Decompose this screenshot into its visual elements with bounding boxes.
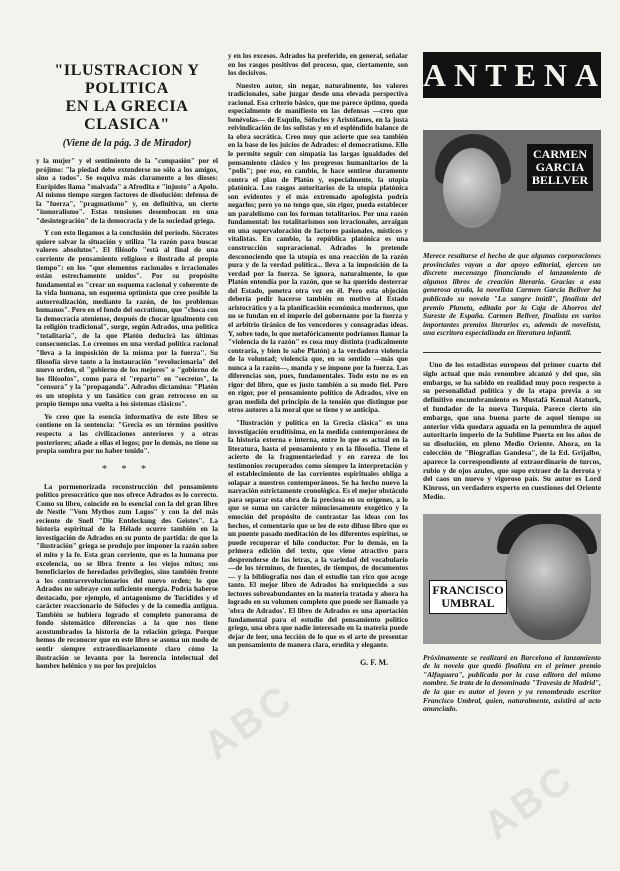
watermark: ABC (476, 755, 583, 849)
photo-caption: Próximamente se realizará en Barcelona el lanzamiento de la novela que quedó finalista en el primer premio "Alfaguara", publicada por la casa editora del mismo nombre. Se trata de la denominada "Travesía de Madrid", de la que es autor el joven y ya renombrado escritor Francisco Umbral, quien, naturalmente, asistirá al acto anunciado. (423, 652, 601, 714)
author-photo (423, 514, 601, 644)
antena-column (423, 52, 607, 714)
headline-line-2: EN LA GRECIA CLASICA" (65, 98, 189, 133)
photo-name-label: CARMEN GARCIA BELLVER (527, 144, 593, 191)
section-title: ANTENA (423, 52, 601, 98)
article-paragraph: Y con esto llegamos a la conclusión del período. Sócrates quiere salvar la situación y utiliza "la razón para buscar valores absolutos". El filósofo "está al final de una corriente de pensamiento religioso e ilustrado al propio tiempo": en los "que elementos racionales e irracionales están estrechamente unidos". Por su propósito fundamental es "crear un esquema racional y coherente de la vida humana, un esquema optimista que cree posible la autorrealización, mediante la razón, de los problemas humanos". Pero en el fondo del socratismo, que "choca con la democracia ateniense, después de chocar igualmente con la religión tradicional", surge, según Adrados, una política "totalitaria", de la que Platón deducirá las últimas consecuencias. Lo creemos en una verdad política racional "lleva a la imposición de la misma por la fuerza". Su filosofía sirve tanto a la instauración "revolucionaria" del nuevo orden, el "gobierno de los mejores" o "gobierno de los filósofos", como para el "reparto" en "secretos", la "censura" y la "propaganda". Adrados dictamina: "Platón es un utopista y un fanático con gran retroceso en su propio tiempo una vuelta a los sistemas clásicos". (36, 229, 218, 409)
article-paragraph: Yo creo que la esencia informativa de este libro se contiene en la sentencia: "Grecia es un término positivo respecto a las civilizaciones anteriores y a otras posteriores; añade a ellas el logos; por lo demás, no tiene su propia sombra por no haber tenido". (36, 412, 218, 456)
continued-from-note: (Viene de la pág. 3 de Mirador) (62, 138, 192, 149)
author-photo (423, 130, 601, 242)
article-paragraph: "Ilustración y política en la Grecia clásica" es una investigación eruditísima, en la medida contemporánea de la historia externa e interna, entre lo que es actual en la literatura, hasta el pensamiento y en la filosofía. Tiene el acierto de la fragmentariedad y en rareza de los testimonios recuperados como siempre la interpretación y el establecimiento de las corrientes espirituales obliga a solapar a nuestros contemporáneos. Se ha hecho nuevo la narración estrictamente cronológica. Es el mejor obstáculo para separar esta obra de la preciosa en su orígenes, a lo que se suma un carácter minuciosamente exegético y la emoción del propósito de contrastar las ideas con los hechos, el comentario que se lee de este difuso libro que es un puente pasado meditación de los diferentes espíritus, se puede recuperar el hilo conductor. Por lo demás, en la primera edición del texto, que viene atractivo para desprenderse de las letras, a la variedad del vocabulario —de los términos, de fuentes, de tiempos, de documentos— y la bibliografía nos dan el estudio tan rico que acoge tanto. El mejor libro de Adrados ha enriquecido a sus lectores sobreabundantes en la materia tratada y ahora ha logrado en su volumen completo que puede ser llamado ya 'obra de Adrados'. El libro de Adrados es una aportación fundamental para el estudio del pensamiento político griego, una obra que nadie interesado en la materia puede dejar de leer, una lección de lo que es el arte de presentar un pensamiento de manera clara, erudita y elegante. (228, 418, 408, 650)
article-paragraph: Nuestro autor, sin negar, naturalmente, los valores tradicionales, sabe juzgar desde una elevada perspectiva racional. Esa criterio básico, que me parece óptimo, queda especialmente de manifiesto en las defensas —creo que benévolas— de Esquilo, Sófocles y Aristófanes, en la justa reivindicación de los sofistas y en el espléndido balance de la obra socrática. Creo muy que acierte que sea también en la base de los juicios de Adrados: el democratismo. Ello le permite seguir con simpatía las largas igualdades del pensamiento clásico y los progresos humanitarios de la "polis"; por eso, en cambio, le hace sentirse duramente contra el plan de Platón y, especialmente, la utopía platónica. Los rasgos autoritarios de la utopía platónica son evidentes y el más extremado apologista podría negarlos; pero yo no tengo que, sin rigor, pueda establecer un paralelismo con los forman totalitarios. Por una razón fundamental: los totalitarismos son irracionales, arraigan en una supervaloración de factores pasionales, místicos y vitalistas. En cambio, la república platónica es una construcción supraracional. Adrados lo pretende desconociendo que la utopía es una reacción de la razón pura y de la verdad política... lleva a la imposición de la verdad por la fuerza. Se ignora, naturalmente, lo que Platón entendía por la razón, que se ha querido desterrar del Estado, penetra otra vez en él. Pero esta objeción debería pedir hacerse también en motivo al Estado aristocrático y a la planificación económica modernos, que no se fundan en el imperio del gobernante por la fuerza y el arbitrio tiránico de los vencedores y consagradas ideas. Y, sobre todo, lo que metafóricamente podríamos llamar la "violencia de la razón" es cosa muy distinta (radicalmente contraria, y bien lo sabe Platón) a la verdadera violencia de la voluntad; violencia que, en su sentido —más que nunca a la razón—, manda y se impone por la fuerza. Las diferencias son, pues, fundamentales. Todo esto no es en rigor del libro, que es justo también a su modo fiel. Pero en rigor, por el pensamiento político de Adrados, vive en gran medida del principio de la tensión que distingue por otros autores a la moral que se tiene y se anticipa. (228, 81, 408, 415)
divider (423, 352, 601, 353)
sidebar-paragraph: Uno de los estadistas europeos del primer cuarto del siglo actual que más renombre alcanzó y del que, sin embargo, se ha sabido en realidad muy poco respecto a su personalidad política y de la etapa previa a su definitivo encumbramiento es Mustafá Kemal Ataturk, el fundador de la nueva Turquía. Parece cierto sin embargo, que una buena parte de aquel tiempo su anterior vida quedara aguada en la penumbra de aquel autoritario imperio de la Sublime Puerta en los años de su disolución, en pleno Medio Oriente. Ahora, en la colección de "Biografías Gandesa", de la Ed. Grijalbo, aparece la correspondiente al extraordinario de turcos, rubio y de ojos azules, que supo extraer de la derrota y del caos un nuevo y vigoroso país. Su autor es Lord Kinross, un verdadero experto en cuestiones del Oriente Medio. (423, 359, 601, 501)
headline-line-1: "ILUSTRACION Y POLITICA (54, 62, 200, 97)
article-column-1 (36, 52, 218, 675)
photo-figure (505, 524, 591, 640)
author-signature: G. F. M. (360, 657, 388, 667)
photo-caption: Merece resaltarse el hecho de que algunas corporaciones provinciales vayan a dar apoyo editorial, ejercen un discreto mecenazgo financiando el lanzamiento de algunos libros de creación literaria. Gracias a esta generosa ayuda, la novelista Carmen García Bellver ha publicado su novela "La sangre inútil", finalista del premio Planeta, editada por la Caja de Ahorros del Sureste de España. Carmen Bellver, finalista en varios importantes premios literarios es, además de novelista, una escritora especializada en literatura infantil. (423, 251, 601, 338)
section-separator: * * * (102, 463, 152, 475)
article-paragraph: y en los excesos. Adrados ha preferido, en general, señalar en los rasgos positivos del proceso, que, ciertamente, son los decisivos. (228, 52, 408, 78)
watermark: ABC (196, 675, 303, 769)
article-paragraph: y la mujer" y el sentimiento de la "compasión" por el prójimo: "la piedad debe extenderse no sólo a los amigos, sino a todos". Se esquiva más claramente a los dioses: Eurípides llama "malvada" a Afrodita e "injusto" a Apolo. Al mismo tiempo surgen factores de disolución: defensa de la "fuerza", "pragmatismo" y, en definitiva, un cierto "inmoralismo". Estas tensiones desembocan en una "desintegración" de la democracia y de la sociedad griega. (36, 157, 218, 225)
article-headline (36, 62, 218, 134)
photo-name-label: FRANCISCO UMBRAL (429, 580, 507, 614)
article-column-2 (228, 52, 408, 667)
article-paragraph: La pormenorizada reconstrucción del pensamiento político presocrático que nos ofrece Adrados es lo correcto. Como su libro, coincide en lo esencial con la del gran libro de Nestle "Vom Mythos zum Logos" y con la del más reciente de Snell "Die Entdeckung des Geistes". La historia espiritual de la Hélade ocurre también en la investigación de Adrados en su punto de partida: de que la "ilustración" griega se produjo por imponer la razón sobre el mito y la fe. Esta gran corriente, que es la humana por excelencia, no se libra frente a los viejos mitos; sus beneficiarios de heredados privilegios, sino también frente a los contrarrevolucionarios del nuevo orden; lo que Adrados no subraye con suficiente energía. Podría haberse destacado, por ejemplo, el antagonismo de Tucídides y el carácter reaccionario de Sófocles y de la comedia antigua. También se hubiera logrado el completo panorama de fondo sistemático diferencias a la que nos tiene acostumbrados la historia de la relación griega. Porque hemos de reconocer que en este libro se asoma un modo de sentir siempre extraordinariamente claro cómo la ilustración se levanta por la herencia intelectual del hombre helénico y no por los prejuicios (36, 482, 218, 671)
photo-figure (443, 148, 501, 228)
